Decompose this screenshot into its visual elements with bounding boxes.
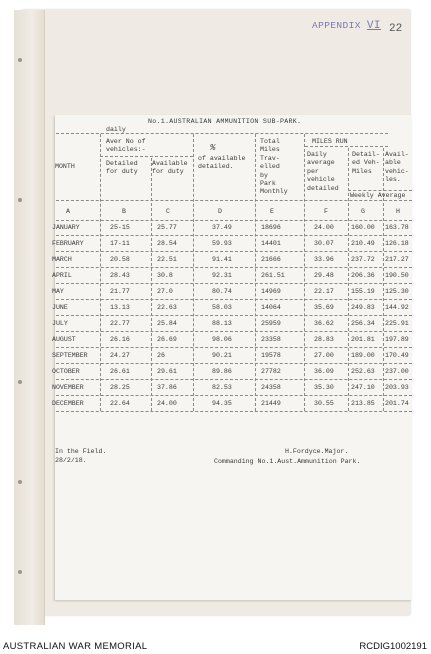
header-weekly-average: Weekly Average [350,192,406,199]
value-cell: 20.58 [110,256,130,263]
appendix-mark: VI [366,20,381,32]
header-daily-average: Daily average per vehicle detailed [307,151,339,192]
footer-signatory: H.Fordyce.Major. [285,448,349,455]
value-cell: 28.54 [157,240,177,247]
binding-hole [18,380,22,384]
binding-strip [14,10,45,625]
value-cell: 23358 [261,336,281,343]
value-cell: 29.48 [314,272,334,279]
header-available: Available for duty [152,160,188,176]
row-rule [56,251,412,252]
value-cell: 26.61 [110,368,130,375]
value-cell: 28.25 [110,384,130,391]
value-cell: 25-15 [110,224,130,231]
month-cell: APRIL [52,272,72,279]
value-cell: 252.63 [351,368,375,375]
value-cell: 33.96 [314,256,334,263]
header-aver-vehicles: Aver No of vehicles:- [106,138,146,154]
value-cell: 30.55 [314,400,334,407]
appendix-label: APPENDIX [312,20,361,31]
value-cell: 35.30 [314,384,334,391]
value-cell: 22.63 [157,304,177,311]
header-rule-miles-run [305,146,388,147]
watermark-right: RCDIG1002191 [359,641,427,652]
header-detail-veh-miles: Detail- ed Veh- Miles [352,151,380,175]
value-cell: 201.74 [385,400,409,407]
value-cell: 206.36 [351,272,375,279]
value-cell: 22.17 [314,288,334,295]
value-cell: 80.74 [212,288,232,295]
col-letter: G [361,208,365,215]
value-cell: 170.49 [385,352,409,359]
value-cell: 89.86 [212,368,232,375]
column-separator [193,134,194,411]
value-cell: 94.35 [212,400,232,407]
value-cell: 163.78 [385,224,409,231]
value-cell: 98.06 [212,336,232,343]
header-rule-bottom [56,200,412,201]
header-month: MONTH [55,163,75,170]
header-pct-detailed: of available detailed. [198,155,246,171]
value-cell: 155.19 [351,288,375,295]
value-cell: 213.85 [351,400,375,407]
value-cell: 197.89 [385,336,409,343]
value-cell: 237.00 [385,368,409,375]
value-cell: 14064 [261,304,281,311]
row-rule [56,283,412,284]
col-letter: B [122,208,126,215]
col-letter: E [270,208,274,215]
value-cell: 249.83 [351,304,375,311]
month-cell: OCTOBER [52,368,80,375]
column-separator [348,148,349,411]
page-number: 22 [389,23,403,35]
watermark-bar [0,629,431,654]
value-cell: 21449 [261,400,281,407]
month-cell: JANUARY [52,224,80,231]
value-cell: 27782 [261,368,281,375]
value-cell: 36.62 [314,320,334,327]
value-cell: 21666 [261,256,281,263]
value-cell: 189.00 [351,352,375,359]
column-separator [100,134,101,411]
value-cell: 90.21 [212,352,232,359]
value-cell: 37.49 [212,224,232,231]
value-cell: 24358 [261,384,281,391]
value-cell: 225.91 [385,320,409,327]
col-letter: A [66,208,70,215]
value-cell: 18696 [261,224,281,231]
column-separator [304,134,305,411]
row-rule [56,299,412,300]
value-cell: 14969 [261,288,281,295]
value-cell: 92.31 [212,272,232,279]
row-rule [56,315,412,316]
value-cell: 203.93 [385,384,409,391]
value-cell: 25959 [261,320,281,327]
month-cell: FEBRUARY [52,240,84,247]
value-cell: 144.92 [385,304,409,311]
value-cell: 28.83 [314,336,334,343]
footer-command: Commanding No.1.Aust.Ammunition Park. [214,458,361,465]
value-cell: 24.00 [314,224,334,231]
appendix-stamp [312,20,381,32]
header-rule-weekly [348,190,412,191]
row-rule [56,379,412,380]
value-cell: 217.27 [385,256,409,263]
value-cell: 30.8 [157,272,173,279]
value-cell: 22.51 [157,256,177,263]
row-rule [56,411,412,412]
value-cell: 58.03 [212,304,232,311]
value-cell: 210.49 [351,240,375,247]
value-cell: 27.00 [314,352,334,359]
value-cell: 30.07 [314,240,334,247]
column-separator [255,134,256,411]
value-cell: 256.34 [351,320,375,327]
value-cell: 36.09 [314,368,334,375]
column-separator [383,148,384,411]
footer-place: In the Field. [55,448,107,455]
col-letter: C [166,208,170,215]
value-cell: 247.10 [351,384,375,391]
value-cell: 26.69 [157,336,177,343]
row-rule [56,347,412,348]
header-miles-run: MILES RUN [312,138,348,145]
month-cell: JULY [52,320,68,327]
value-cell: 82.53 [212,384,232,391]
month-cell: DECEMBER [52,400,84,407]
value-cell: 261.51 [261,272,285,279]
value-cell: 190.50 [385,272,409,279]
month-cell: SEPTEMBER [52,352,88,359]
value-cell: 35.69 [314,304,334,311]
row-rule [56,235,412,236]
value-cell: 21.77 [110,288,130,295]
row-rule [56,395,412,396]
row-rule [56,267,412,268]
value-cell: 27.0 [157,288,173,295]
month-cell: JUNE [52,304,68,311]
value-cell: 126.18 [385,240,409,247]
binding-hole [18,480,22,484]
value-cell: 29.61 [157,368,177,375]
value-cell: 37.86 [157,384,177,391]
header-total-miles: Total Miles Trav- elled by Park Monthly [260,138,288,196]
month-cell: MAY [52,288,64,295]
value-cell: 88.13 [212,320,232,327]
row-rule [56,363,412,364]
header-detailed: Detailed for duty [106,160,138,176]
month-cell: NOVEMBER [52,384,84,391]
column-separator [151,158,152,411]
value-cell: 14401 [261,240,281,247]
binding-hole [18,198,22,202]
value-cell: 13.13 [110,304,130,311]
header-percent-symbol: % [210,143,216,153]
value-cell: 237.72 [351,256,375,263]
value-cell: 24.27 [110,352,130,359]
letters-rule [56,220,412,221]
value-cell: 160.00 [351,224,375,231]
binding-hole [18,570,22,574]
value-cell: 25.84 [157,320,177,327]
value-cell: 26.16 [110,336,130,343]
header-avail-vehicles: Avail- able vehic- les. [385,151,409,184]
value-cell: 25.77 [157,224,177,231]
col-letter: D [218,208,222,215]
watermark-left: AUSTRALIAN WAR MEMORIAL [3,641,148,652]
value-cell: 26 [157,352,165,359]
month-cell: AUGUST [52,336,76,343]
value-cell: 28.43 [110,272,130,279]
document-title: No.1.AUSTRALIAN AMMUNITION SUB-PARK. [148,118,302,125]
month-cell: MARCH [52,256,72,263]
col-letter: F [324,208,328,215]
value-cell: 201.81 [351,336,375,343]
header-rule-vehicles [100,156,193,157]
value-cell: 91.41 [212,256,232,263]
header-daily: daily [106,126,126,133]
col-letter: H [396,208,400,215]
value-cell: 17-11 [110,240,130,247]
value-cell: 19578 [261,352,281,359]
value-cell: 59.93 [212,240,232,247]
binding-hole [18,58,22,62]
value-cell: 125.30 [385,288,409,295]
value-cell: 24.00 [157,400,177,407]
row-rule [56,331,412,332]
footer-date: 28/2/18. [55,457,87,464]
value-cell: 22.64 [110,400,130,407]
value-cell: 22.77 [110,320,130,327]
